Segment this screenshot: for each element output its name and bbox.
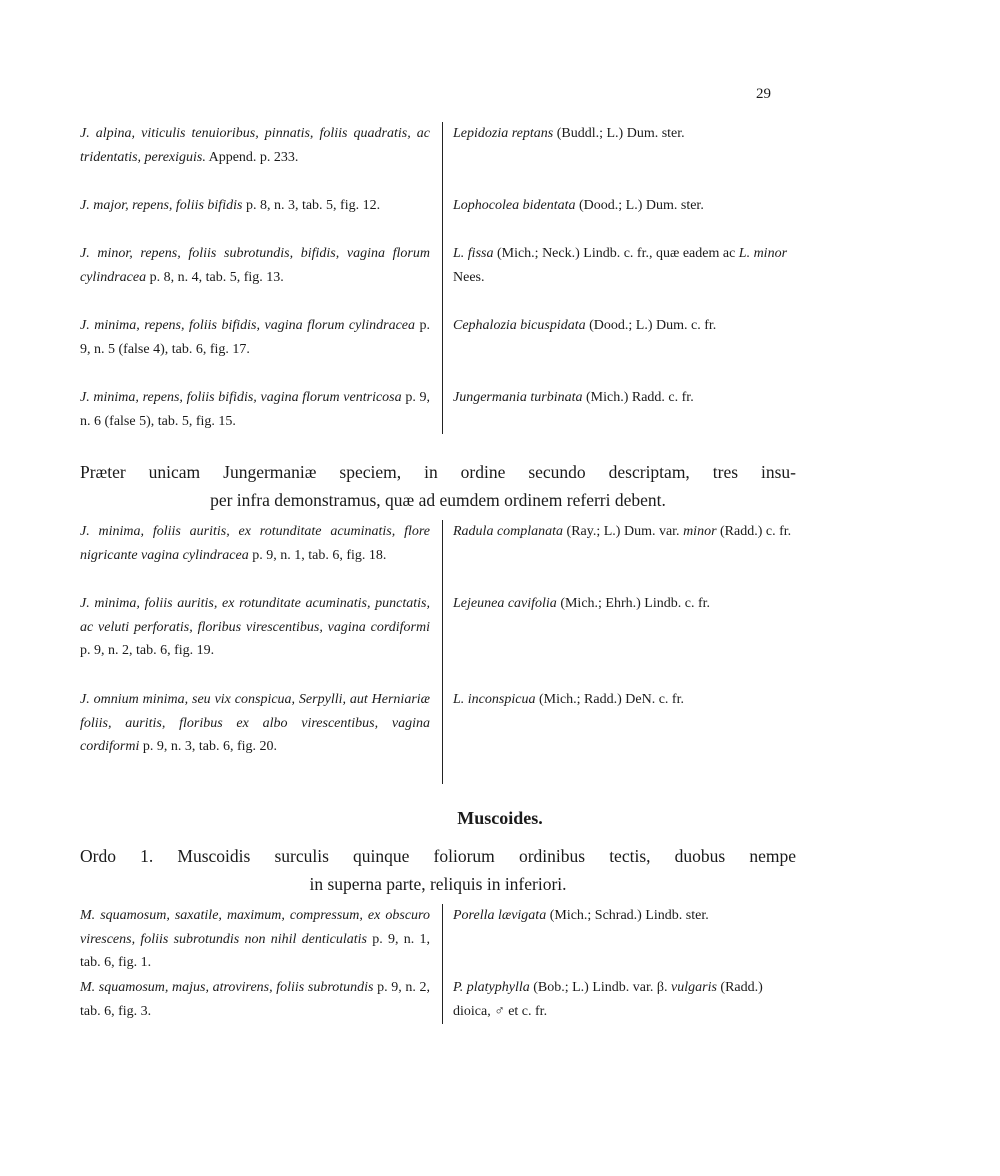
modern-name-part: (Radd.) dioica, ♂ et c. fr.: [453, 980, 763, 1019]
entries-block-3: [80, 904, 802, 1024]
modern-name-cell: [443, 314, 802, 386]
modern-name-part: Lejeunea cavifolia: [453, 596, 557, 611]
paragraph-1-line-1: Præter unicam Jungermaniæ speciem, in ordine secundo descriptam, tres insu-: [80, 462, 796, 482]
section-heading: Muscoides.: [457, 808, 543, 828]
modern-name-part: L. inconspicua: [453, 692, 536, 707]
old-name-part: J. minima, repens, foliis bifidis, vagina florum cylindracea: [80, 318, 416, 333]
old-name-cell: [80, 386, 443, 434]
old-name-cell: [80, 242, 443, 314]
old-name-cell: [80, 520, 443, 592]
entry-row: [80, 688, 802, 784]
modern-name-cell: [443, 122, 802, 194]
old-name-cell: [80, 194, 443, 242]
old-name-part: p. 8, n. 3, tab. 5, fig. 12.: [242, 198, 381, 213]
old-name-part: p. 9, n. 6 (false 5), tab. 5, fig. 15.: [80, 390, 431, 429]
old-name-part: M. squamosum, saxatile, maximum, compressum, ex obscuro virescens, foliis subrotundis non nihil denticulatis: [80, 908, 430, 947]
modern-name-part: minor: [683, 524, 717, 539]
modern-name-part: Porella lævigata: [453, 908, 547, 923]
modern-name-part: (Dood.; L.) Dum. ster.: [575, 198, 704, 213]
old-name-part: p. 8, n. 4, tab. 5, fig. 13.: [146, 269, 284, 285]
modern-name-part: Radula complanata: [453, 524, 564, 539]
modern-name-part: (Mich.; Ehrh.) Lindb. c. fr.: [556, 596, 710, 611]
modern-name-part: L. fissa: [453, 246, 494, 261]
paragraph-2-line-1: Ordo 1. Muscoidis surculis quinque foliorum ordinibus tectis, duobus nempe: [80, 846, 796, 866]
modern-name-part: Jungermania turbinata: [453, 390, 583, 405]
modern-name-part: (Buddl.; L.) Dum. ster.: [553, 126, 685, 141]
old-name-part: J. major, repens, foliis bifidis: [80, 198, 243, 213]
modern-name-cell: [443, 592, 802, 688]
entry-row: [80, 122, 802, 194]
modern-name-part: vulgaris: [671, 980, 717, 995]
modern-name-part: (Mich.; Radd.) DeN. c. fr.: [535, 692, 684, 707]
entry-row: [80, 592, 802, 688]
entry-row: [80, 194, 802, 242]
modern-name-part: (Bob.; L.) Lindb. var. β.: [529, 980, 672, 995]
modern-name-part: L. minor: [738, 246, 788, 261]
entry-row: [80, 386, 802, 434]
modern-name-cell: [443, 904, 802, 976]
old-name-part: J. alpina, viticulis tenuioribus, pinnatis, foliis quadratis, ac tridentatis, perexiguis.: [80, 126, 430, 165]
entry-row: [80, 314, 802, 386]
paragraph-1: [80, 458, 796, 514]
entries-block-1: [80, 122, 802, 434]
modern-name-cell: [443, 194, 802, 242]
old-name-cell: [80, 122, 443, 194]
old-name-part: J. minima, foliis auritis, ex rotunditate acuminatis, flore nigricante vagina cylindracea: [80, 524, 430, 563]
entry-row: [80, 976, 802, 1024]
entry-row: [80, 520, 802, 592]
modern-name-cell: [443, 386, 802, 434]
modern-name-part: Cephalozia bicuspidata: [453, 318, 586, 333]
modern-name-part: P. platyphylla: [453, 980, 530, 995]
modern-name-part: (Mich.; Neck.) Lindb. c. fr., quæ eadem ac: [493, 246, 739, 261]
paragraph-2: [80, 842, 796, 898]
old-name-part: p. 9, n. 3, tab. 6, fig. 20.: [139, 739, 278, 754]
entry-row: [80, 242, 802, 314]
modern-name-cell: [443, 242, 802, 314]
old-name-part: p. 9, n. 2, tab. 6, fig. 3.: [80, 980, 431, 1019]
modern-name-part: (Mich.; Schrad.) Lindb. ster.: [546, 908, 709, 923]
old-name-cell: [80, 904, 443, 976]
old-name-cell: [80, 592, 443, 688]
old-name-part: p. 9, n. 1, tab. 6, fig. 18.: [248, 547, 387, 563]
old-name-part: J. minima, repens, foliis bifidis, vagina florum ventricosa: [80, 390, 402, 405]
old-name-part: p. 9, n. 1, tab. 6, fig. 1.: [80, 931, 430, 970]
old-name-part: J. omnium minima, seu vix conspicua, Serpylli, aut Herniariæ foliis, auritis, floribus ex albo virescentibus, vagina cordiformi: [80, 692, 430, 754]
modern-name-part: (Ray.; L.) Dum. var.: [563, 524, 684, 539]
old-name-part: J. minor, repens, foliis subrotundis, bifidis, vagina florum cylindracea: [80, 246, 430, 285]
page-number: 29: [756, 86, 771, 102]
paragraph-2-line-2: in superna parte, reliquis in inferiori.: [309, 874, 567, 894]
modern-name-part: Lepidozia reptans: [453, 126, 554, 141]
old-name-part: J. minima, foliis auritis, ex rotunditate acuminatis, punctatis, ac veluti perforatis, floribus virescentibus, vagina cordiformi: [80, 596, 430, 635]
old-name-cell: [80, 688, 443, 784]
old-name-part: Append. p. 233.: [205, 149, 299, 165]
entries-block-2: [80, 520, 802, 784]
modern-name-cell: [443, 688, 802, 784]
old-name-cell: [80, 976, 443, 1024]
modern-name-part: (Mich.) Radd. c. fr.: [582, 390, 694, 405]
old-name-part: M. squamosum, majus, atrovirens, foliis subrotundis: [80, 980, 374, 995]
old-name-part: p. 9, n. 2, tab. 6, fig. 19.: [80, 643, 215, 658]
modern-name-part: Lophocolea bidentata: [453, 198, 576, 213]
old-name-cell: [80, 314, 443, 386]
paragraph-1-line-2: per infra demonstramus, quæ ad eumdem ordinem referri debent.: [210, 490, 666, 510]
entry-row: [80, 904, 802, 976]
modern-name-cell: [443, 976, 802, 1024]
old-name-part: p. 9, n. 5 (false 4), tab. 6, fig. 17.: [80, 318, 431, 357]
modern-name-cell: [443, 520, 802, 592]
modern-name-part: Nees.: [453, 269, 485, 285]
modern-name-part: (Radd.) c. fr.: [716, 524, 792, 539]
modern-name-part: (Dood.; L.) Dum. c. fr.: [585, 318, 717, 333]
